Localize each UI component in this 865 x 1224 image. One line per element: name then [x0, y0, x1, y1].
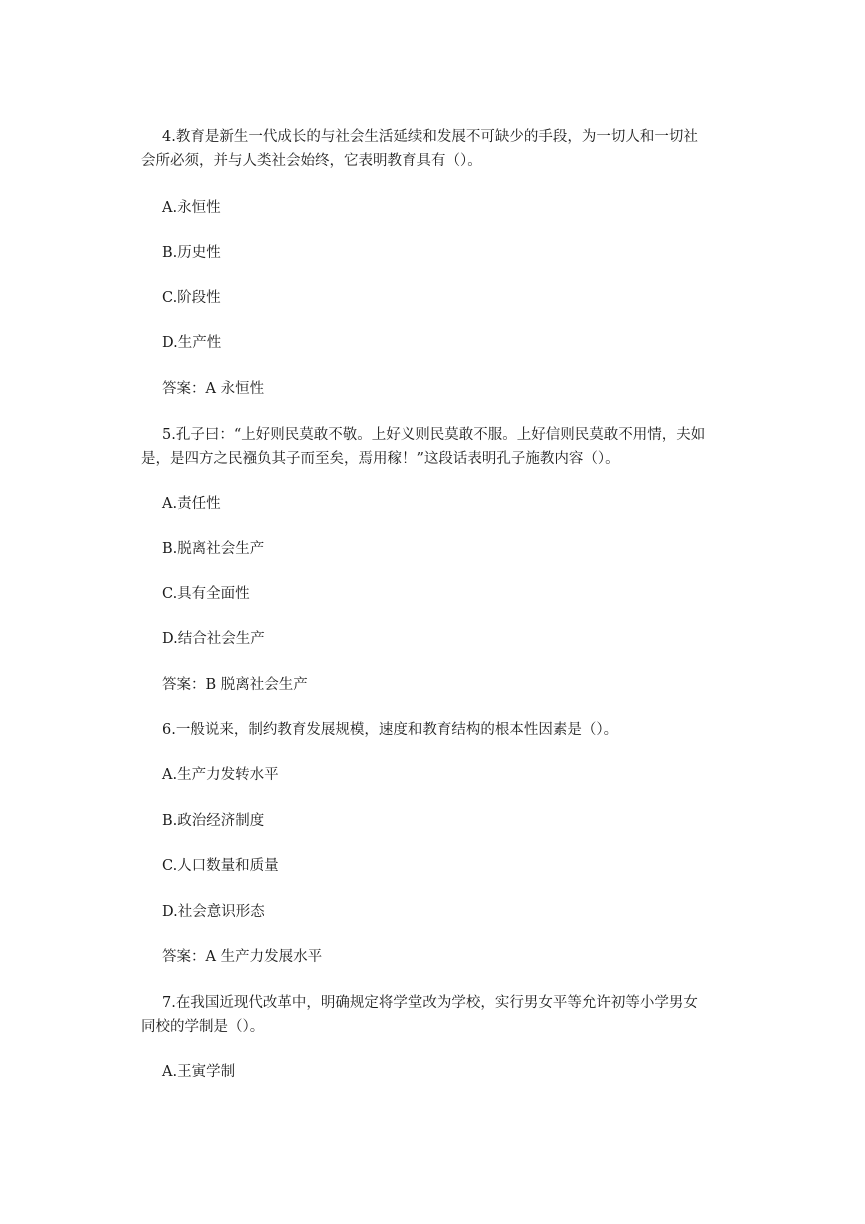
question-4-answer: 答案：A 永恒性 [162, 381, 265, 397]
question-5-answer: 答案：B 脱离社会生产 [162, 677, 308, 693]
question-6-option-b: B.政治经济制度 [162, 813, 265, 829]
question-5-option-d: D.结合社会生产 [162, 631, 265, 647]
question-5-option-a: A.责任性 [162, 496, 221, 512]
question-7-option-a: A.王寅学制 [162, 1064, 236, 1080]
question-5-option-b: B.脱离社会生产 [162, 541, 265, 557]
question-4-option-c: C.阶段性 [162, 290, 221, 306]
question-6-option-d: D.社会意识形态 [162, 904, 265, 920]
question-7-stem-line-1: 7.在我国近现代改革中，明确规定将学堂改为学校，实行男女平等允许初等小学男女 [162, 995, 698, 1011]
question-6-stem-line-1: 6.一般说来，制约教育发展规模，速度和教育结构的根本性因素是（）。 [162, 722, 619, 738]
question-5-stem-line-1: 5.孔子曰：“上好则民莫敢不敬。上好义则民莫敢不服。上好信则民莫敢不用情，夫如 [162, 427, 706, 443]
question-4-stem-line-1: 4.教育是新生一代成长的与社会生活延续和发展不可缺少的手段，为一切人和一切社 [162, 129, 698, 145]
question-6-option-a: A.生产力发转水平 [162, 767, 279, 783]
question-4-option-b: B.历史性 [162, 245, 221, 261]
question-4-option-d: D.生产性 [162, 335, 222, 351]
question-4-option-a: A.永恒性 [162, 200, 221, 216]
question-7-stem-line-2: 同校的学制是（）。 [141, 1019, 265, 1035]
question-5-stem-line-2: 是，是四方之民襁负其子而至矣，焉用稼！”这段话表明孔子施教内容（）。 [141, 451, 620, 467]
question-6-option-c: C.人口数量和质量 [162, 858, 279, 874]
question-5-option-c: C.具有全面性 [162, 586, 250, 602]
question-4-stem-line-2: 会所必须，并与人类社会始终，它表明教育具有（）。 [141, 153, 482, 169]
question-6-answer: 答案：A 生产力发展水平 [162, 949, 323, 965]
